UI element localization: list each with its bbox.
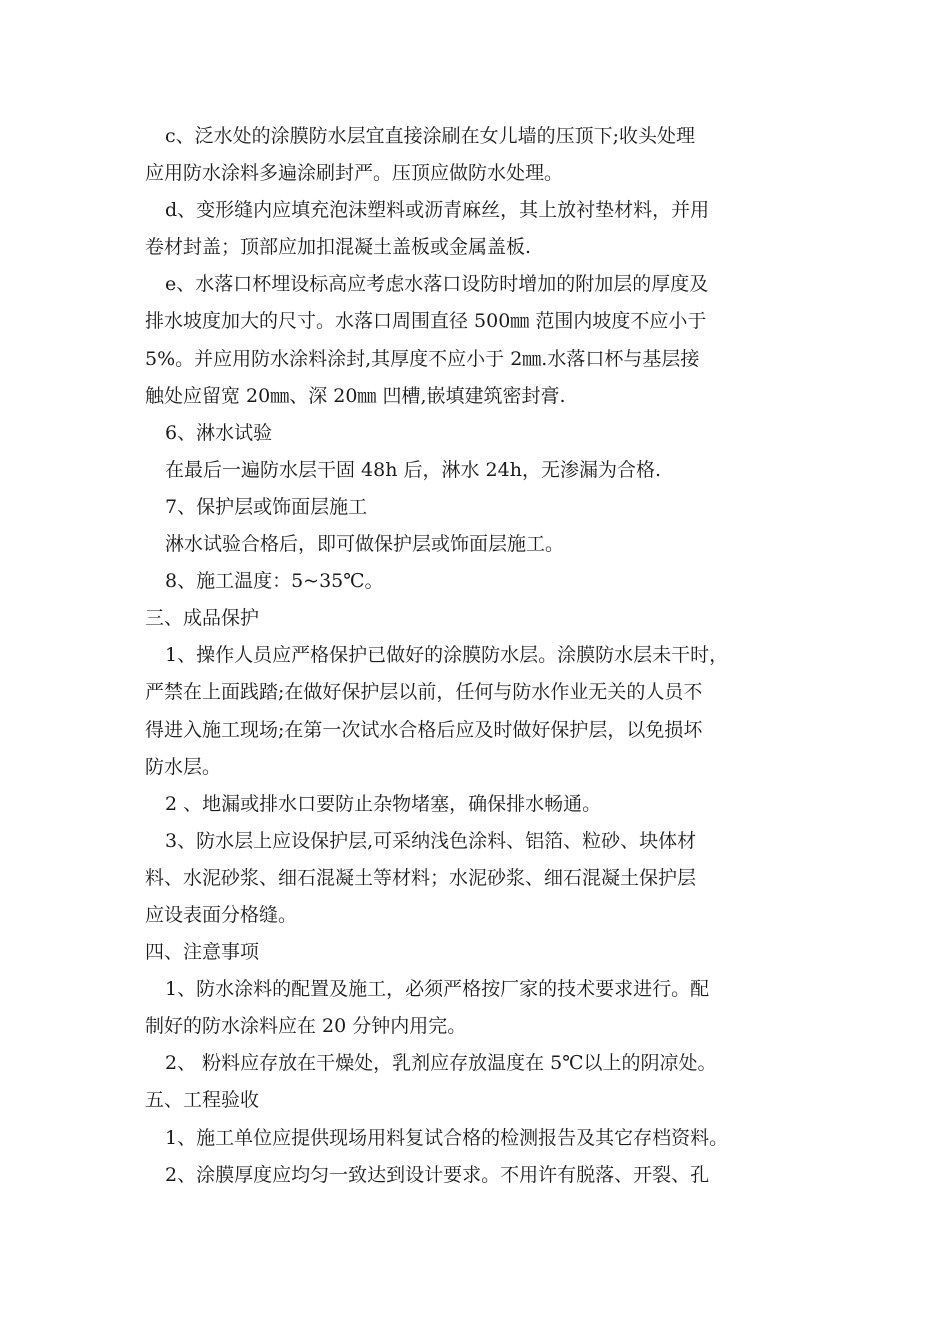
text-line: 四、注意事项	[145, 941, 260, 964]
text-line: 7、保护层或饰面层施工	[165, 495, 368, 518]
text-line: 三、成品保护	[145, 607, 260, 630]
text-line: 2、涂膜厚度应均匀一致达到设计要求。不用许有脱落、开裂、孔	[165, 1163, 710, 1186]
text-line: 排水坡度加大的尺寸。水落口周围直径 500㎜ 范围内坡度不应小于	[145, 310, 707, 333]
text-line: 卷材封盖；顶部应加扣混凝土盖板或金属盖板.	[145, 236, 532, 259]
document-body	[145, 118, 825, 1194]
text-line: 应用防水涂料多遍涂刷封严。压顶应做防水处理。	[145, 162, 564, 185]
text-line: d、变形缝内应填充泡沫塑料或沥青麻丝，其上放衬垫材料，并用	[165, 199, 710, 222]
text-line: 8、施工温度：5~35℃。	[165, 570, 384, 593]
text-line: e、水落口杯埋设标高应考虑水落口设防时增加的附加层的厚度及	[165, 273, 709, 296]
text-line: 制好的防水涂料应在 20 分钟内用完。	[145, 1015, 467, 1038]
text-line: 2 、地漏或排水口要防止杂物堵塞，确保排水畅通。	[165, 792, 602, 815]
text-line: 1、防水涂料的配置及施工，必须严格按厂家的技术要求进行。配	[165, 978, 710, 1001]
text-line: 5%。并应用防水涂料涂封,其厚度不应小于 2㎜.水落口杯与基层接	[145, 347, 700, 370]
text-line: 应设表面分格缝。	[145, 903, 298, 926]
text-line: 在最后一遍防水层干固 48h 后，淋水 24h，无渗漏为合格.	[165, 458, 661, 481]
text-line: c、泛水处的涂膜防水层宜直接涂刷在女儿墙的压顶下;收头处理	[165, 125, 696, 147]
text-line: 2、 粉料应存放在干燥处，乳剂应存放温度在 5℃以上的阴凉处。	[165, 1052, 717, 1075]
text-line: 料、水泥砂浆、细石混凝土等材料；水泥砂浆、细石混凝土保护层	[145, 866, 697, 889]
text-line: 严禁在上面践踏;在做好保护层以前，任何与防水作业无关的人员不	[145, 681, 703, 704]
text-line: 1、施工单位应提供现场用料复试合格的检测报告及其它存档资料。	[165, 1126, 729, 1149]
text-line: 淋水试验合格后，即可做保护层或饰面层施工。	[165, 533, 565, 556]
text-line: 3、防水层上应设保护层,可采纳浅色涂料、铝箔、粒砂、块体材	[165, 829, 697, 852]
text-line: 防水层。	[145, 755, 222, 778]
text-line: 1、操作人员应严格保护已做好的涂膜防水层。涂膜防水层未干时，	[165, 644, 729, 667]
text-line: 6、淋水试验	[165, 421, 273, 444]
text-line: 得进入施工现场;在第一次试水合格后应及时做好保护层，以免损坏	[145, 718, 703, 741]
text-line: 触处应留宽 20㎜、深 20㎜ 凹槽,嵌填建筑密封膏.	[145, 384, 566, 407]
text-line: 五、工程验收	[145, 1089, 260, 1112]
